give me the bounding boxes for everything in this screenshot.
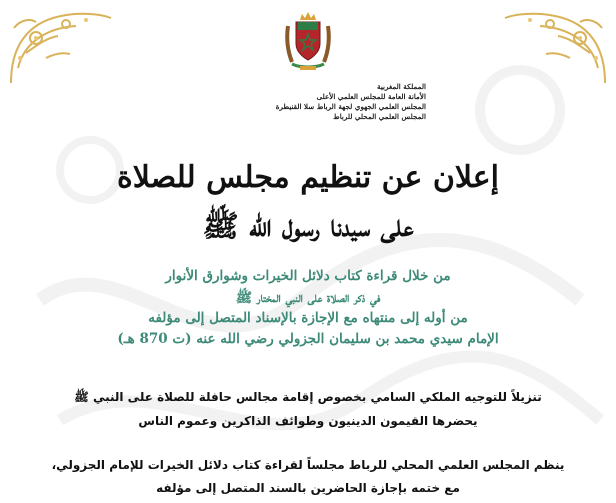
subtitle-line: الإمام سيدي محمد بن سليمان الجزولي رضي الله عنه (ت 870 هـ) bbox=[117, 331, 499, 347]
announcement-title-line-1: إعلان عن تنظيم مجلس للصلاة bbox=[116, 160, 500, 195]
header-line: المملكة المغربية bbox=[377, 82, 426, 91]
header-line: الأمانة العامة للمجلس العلمي الأعلى bbox=[316, 92, 426, 101]
header-line: المجلس العلمي المحلي للرباط bbox=[333, 112, 426, 121]
announcement-title-line-2: على سيدنا رسول الله ﷺ bbox=[202, 209, 414, 244]
body-line: ينظم المجلس العلمي المحلي للرباط مجلساً لقراءة كتاب دلائل الخيرات للإمام الجزولي، bbox=[51, 458, 565, 472]
coat-of-arms-emblem bbox=[282, 10, 334, 72]
header-line: المجلس العلمي الجهوي لجهة الرباط سلا القنيطرة bbox=[275, 102, 426, 111]
body-line: مع ختمه بإجازة الحاضرين بالسند المتصل إلى مؤلفه bbox=[156, 481, 460, 495]
subtitle-line: في ذكر الصلاة على النبي المختار ﷺ bbox=[235, 290, 381, 306]
corner-ornament-left bbox=[6, 8, 116, 88]
subtitle-line: من خلال قراءة كتاب دلائل الخيرات وشوارق الأنوار bbox=[165, 268, 451, 284]
body-line: تنزيلاً للتوجيه الملكي السامي بخصوص إقامة مجالس حافلة للصلاة على النبي ﷺ bbox=[74, 390, 542, 404]
body-line: يحضرها القيمون الدينيون وطوائف الذاكرين وعموم الناس bbox=[138, 414, 478, 428]
header-institution-block bbox=[196, 82, 426, 122]
corner-ornament-right bbox=[500, 8, 610, 88]
subtitle-line: من أوله إلى منتهاه مع الإجازة بالإسناد المتصل إلى مؤلفه bbox=[148, 310, 468, 326]
